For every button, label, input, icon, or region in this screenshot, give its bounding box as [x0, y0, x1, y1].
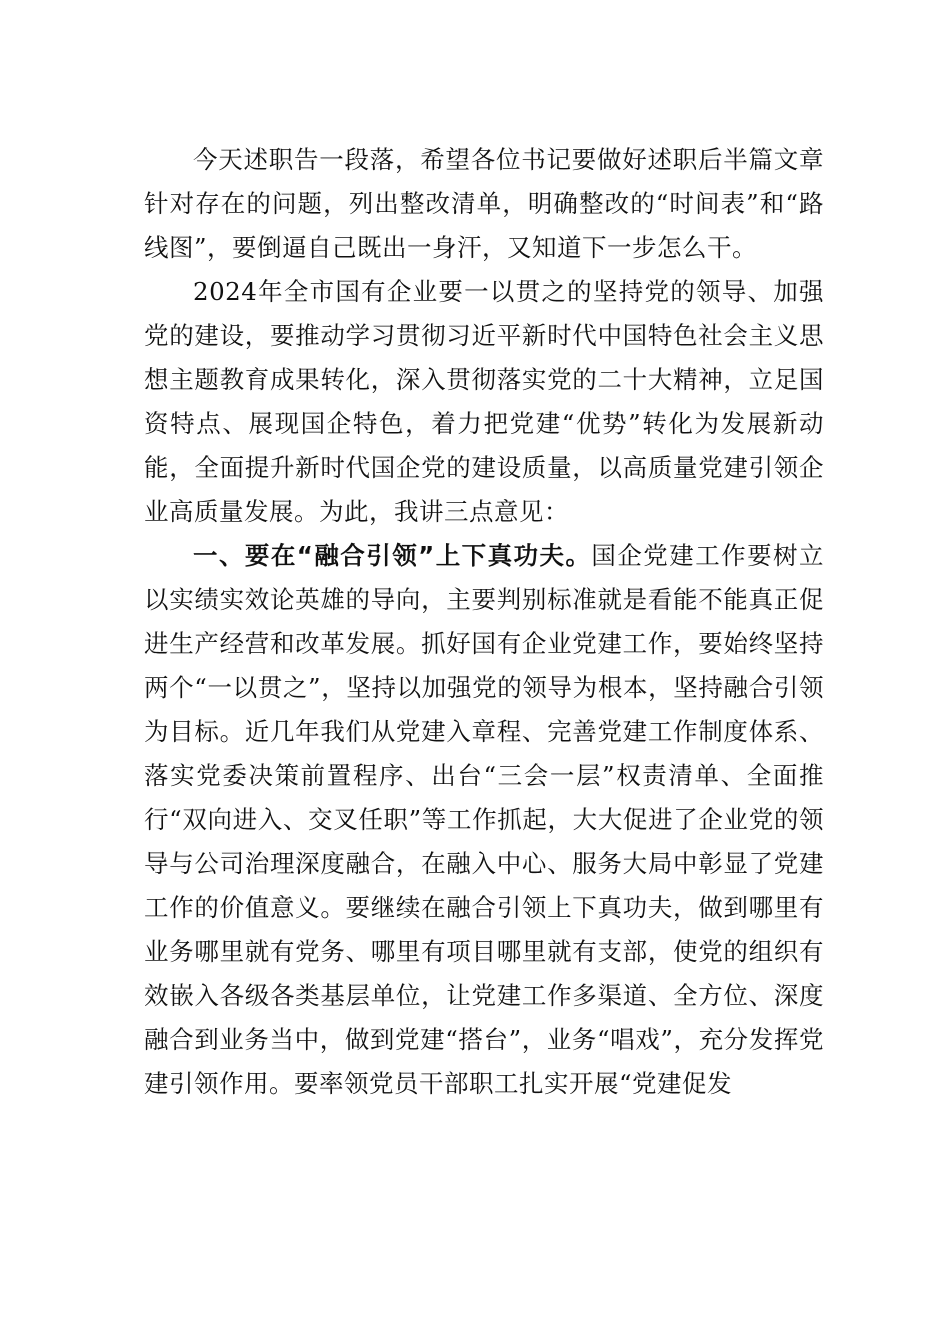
paragraph-text: 今天述职告一段落，希望各位书记要做好述职后半篇文章针对存在的问题，列出整改清单，明确整改的“时间表”和“路线图”，要倒逼自己既出一身汗，又知道下一步怎么干。	[144, 145, 824, 262]
document-body	[144, 138, 824, 1106]
paragraph-2024-goals	[144, 270, 824, 534]
paragraph-closing-remarks	[144, 138, 824, 270]
paragraph-text: 2024年全市国有企业要一以贯之的坚持党的领导、加强党的建设，要推动学习贯彻习近平新时代中国特色社会主义思想主题教育成果转化，深入贯彻落实党的二十大精神，立足国资特点、展现国企特色，着力把党建“优势”转化为发展新动能，全面提升新时代国企党的建设质量，以高质量党建引领企业高质量发展。为此，我讲三点意见：	[144, 277, 824, 526]
paragraph-point-one	[144, 534, 824, 1106]
paragraph-text: 国企党建工作要树立以实绩实效论英雄的导向，主要判别标准就是看能不能真正促进生产经营和改革发展。抓好国有企业党建工作，要始终坚持两个“一以贯之”，坚持以加强党的领导为根本，坚持融合引领为目标。近几年我们从党建入章程、完善党建工作制度体系、落实党委决策前置程序、出台“三会一层”权责清单、全面推行“双向进入、交叉任职”等工作抓起，大大促进了企业党的领导与公司治理深度融合，在融入中心、服务大局中彰显了党建工作的价值意义。要继续在融合引领上下真功夫，做到哪里有业务哪里就有党务、哪里有项目哪里就有支部，使党的组织有效嵌入各级各类基层单位，让党建工作多渠道、全方位、深度融合到业务当中，做到党建“搭台”，业务“唱戏”，充分发挥党建引领作用。要率领党员干部职工扎实开展“党建促发	[144, 541, 825, 1098]
section-heading: 一、要在“融合引领”上下真功夫。	[193, 541, 592, 570]
